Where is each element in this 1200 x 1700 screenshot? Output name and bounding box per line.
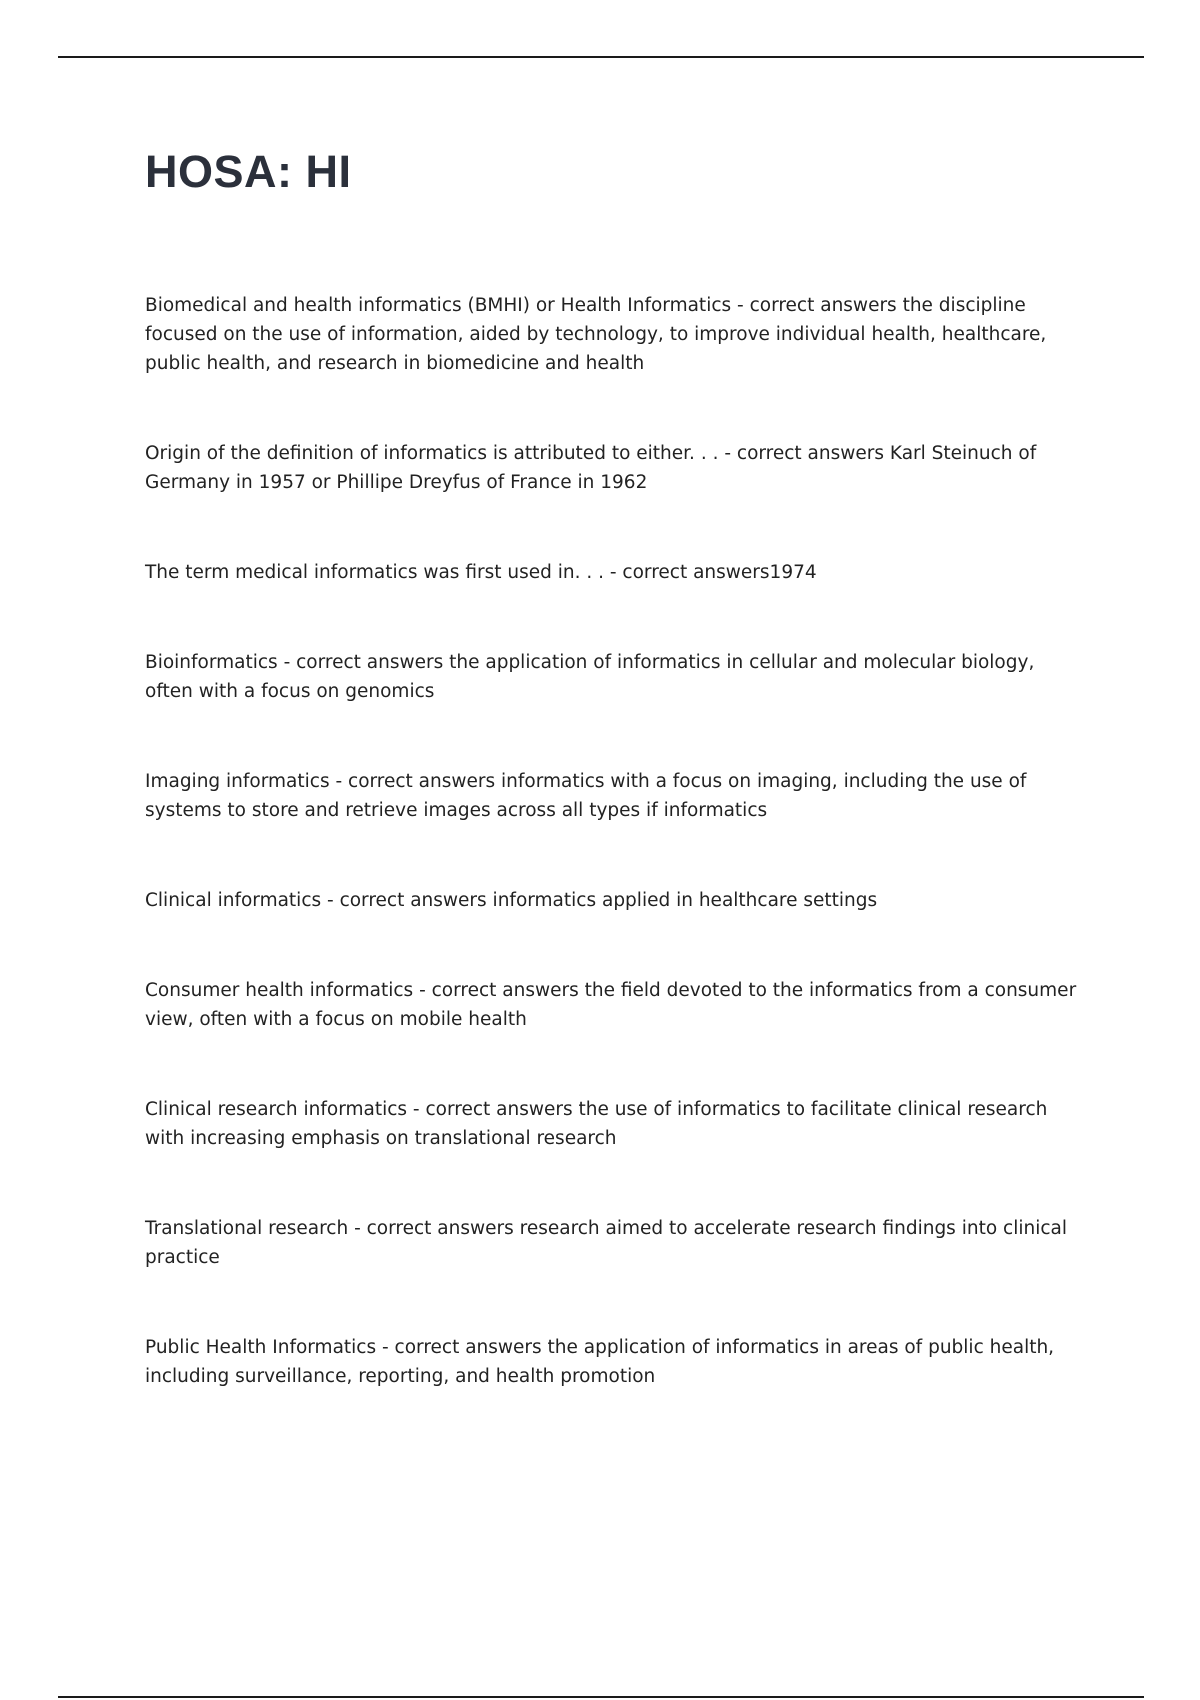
list-item: [145, 1095, 1080, 1153]
list-item: [145, 976, 1080, 1034]
list-item: [145, 291, 1080, 378]
list-item-text: The term medical informatics was first used in. . . - correct answers1974: [145, 562, 817, 583]
list-item-text: Imaging informatics - correct answers informatics with a focus on imaging, including the use of systems to store and retrieve images across all types if informatics: [145, 771, 1027, 821]
page-title: HOSA: HI: [145, 146, 352, 197]
flashcard-list: [145, 291, 1080, 1452]
list-item: [145, 886, 1080, 915]
list-item-text: Consumer health informatics - correct answers the field devoted to the informatics from a consumer view, often with a focus on mobile health: [145, 980, 1077, 1030]
list-item: [145, 439, 1080, 497]
list-item-text: Origin of the definition of informatics is attributed to either. . . - correct answers Karl Steinuch of Germany in 1957 or Phillipe Dreyfus of France in 1962: [145, 443, 1037, 493]
bottom-divider: [58, 1696, 1144, 1698]
list-item-text: Public Health Informatics - correct answers the application of informatics in areas of public health, including surveillance, reporting, and health promotion: [145, 1337, 1055, 1387]
list-item: [145, 648, 1080, 706]
list-item: [145, 1214, 1080, 1272]
list-item-text: Clinical research informatics - correct answers the use of informatics to facilitate clinical research with increasing emphasis on translational research: [145, 1099, 1048, 1149]
list-item-text: Clinical informatics - correct answers informatics applied in healthcare settings: [145, 890, 878, 911]
list-item-text: Bioinformatics - correct answers the application of informatics in cellular and molecular biology, often with a focus on genomics: [145, 652, 1035, 702]
list-item: [145, 767, 1080, 825]
list-item-text: Biomedical and health informatics (BMHI) or Health Informatics - correct answers the discipline focused on the use of information, aided by technology, to improve individual health, healthcare, public health, and research in biomedicine and health: [145, 295, 1047, 374]
list-item: [145, 1333, 1080, 1391]
list-item-text: Translational research - correct answers research aimed to accelerate research findings into clinical practice: [145, 1218, 1067, 1268]
top-divider: [58, 56, 1144, 58]
list-item: [145, 558, 1080, 587]
